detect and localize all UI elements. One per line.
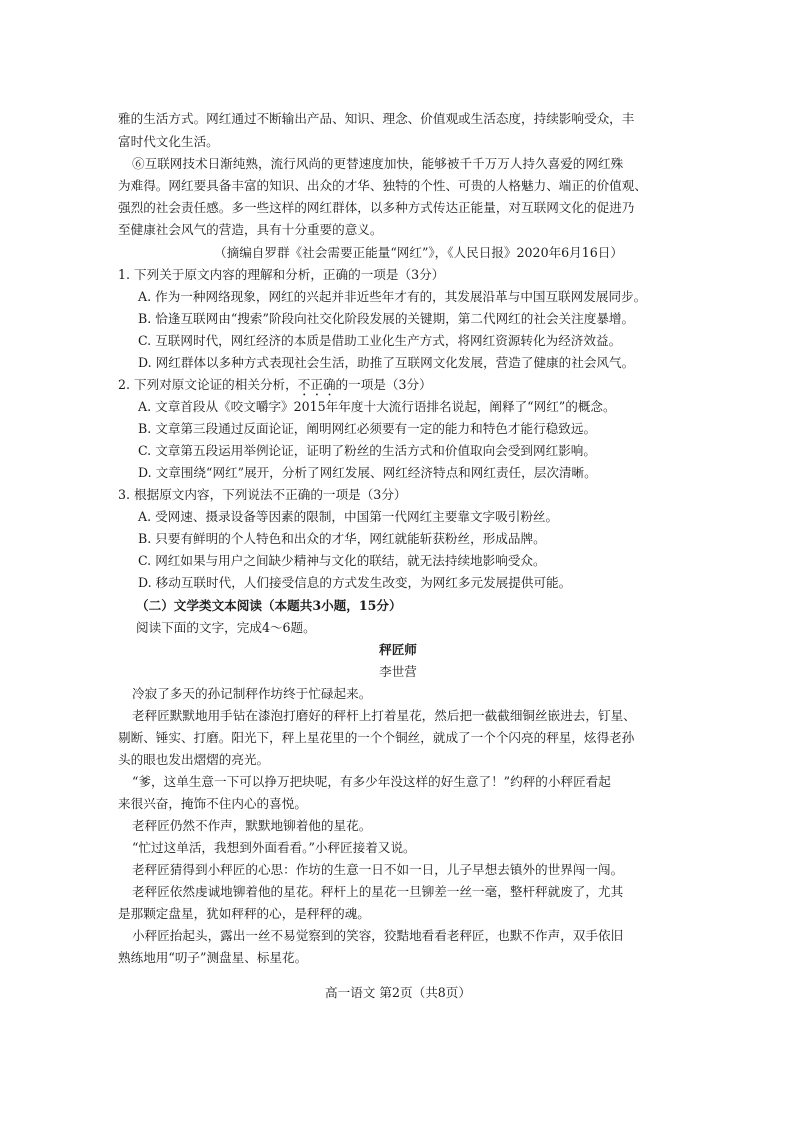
story-line: 老秤匠默默地用手钻在漆泡打磨好的秤杆上打着星花，然后把一截截细铜丝嵌进去，钉星、 bbox=[132, 708, 636, 723]
story-line: 头的眼也发出熠熠的亮光。 bbox=[118, 752, 270, 767]
question-2-option-a: A. 文章首段从《咬文嚼字》2015年年度十大流行语排名说起，阐释了“网红”的概念。 bbox=[138, 399, 616, 414]
story-line: 剔断、锤实、打磨。阳光下，秤上星花里的一个个铜丝，就成了一个个闪亮的秤星，炫得老孙 bbox=[118, 730, 635, 745]
question-2-stem-suffix: 的一项是（3分） bbox=[335, 377, 432, 392]
paragraph-6-line: 强烈的社会责任感。多一些这样的网红群体，以多种方式传达正能量，对互联网文化的促进乃 bbox=[118, 200, 635, 215]
question-1-option-c: C. 互联网时代，网红经济的本质是借助工业化生产方式，将网红资源转化为经济效益。 bbox=[138, 333, 622, 348]
story-line: 小秤匠抬起头，露出一丝不易觉察到的笑容，狡黠地看看老秤匠，也默不作声，双手依旧 bbox=[132, 928, 624, 943]
question-2-stem-prefix: 2. 下列对原文论证的相关分析， bbox=[118, 377, 298, 392]
story-line: “爹，这单生意一下可以挣万把块呢，有多少年没这样的好生意了！”约秤的小秤匠看起 bbox=[132, 774, 611, 789]
paragraph-6-line: 至健康社会风气的营造，具有十分重要的意义。 bbox=[118, 222, 383, 237]
question-3-option-d: D. 移动互联时代，人们接受信息的方式发生改变，为网红多元发展提供可能。 bbox=[138, 575, 572, 590]
question-1-stem: 1. 下列关于原文内容的理解和分析，正确的一项是（3分） bbox=[118, 267, 445, 282]
question-3-option-a: A. 受网速、摄录设备等因素的限制，中国第一代网红主要靠文字吸引粉丝。 bbox=[138, 509, 559, 524]
story-line: 来很兴奋，掩饰不住内心的喜悦。 bbox=[118, 796, 307, 811]
paragraph-6-line: 为难得。网红要具备丰富的知识、出众的才华、独特的个性、可贵的人格魅力、端正的价值观、 bbox=[118, 178, 647, 193]
story-line: 冷寂了多天的孙记制秤作坊终于忙碌起来。 bbox=[132, 686, 372, 701]
question-3-stem: 3. 根据原文内容，下列说法不正确的一项是（3分） bbox=[118, 487, 407, 502]
question-1-option-b: B. 恰逢互联网由“搜索”阶段向社交化阶段发展的关键期，第二代网红的社会关注度暴增。 bbox=[138, 311, 635, 326]
question-2-emphasis: 不正确 bbox=[297, 377, 336, 392]
question-2-option-b: B. 文章第三段通过反面论证，阐明网红必须要有一定的能力和特色才能行稳致远。 bbox=[138, 421, 597, 436]
question-3-option-b: B. 只要有鲜明的个人特色和出众的才华，网红就能斩获粉丝，形成品牌。 bbox=[138, 531, 546, 546]
story-line: 老秤匠依然虔诚地铆着他的星花。秤杆上的星花一旦铆差一丝一毫，整杆秤就废了，尤其 bbox=[132, 884, 624, 899]
story-title: 秤匠师 bbox=[379, 642, 417, 657]
story-line: 是那颗定盘星，犹如秤秤的心，是秤秤的魂。 bbox=[118, 906, 370, 921]
passage-line: 富时代文化生活。 bbox=[118, 134, 219, 149]
question-2-option-c: C. 文章第五段运用举例论证，证明了粉丝的生活方式和价值取向会受到网红影响。 bbox=[138, 443, 596, 458]
section-instruction: 阅读下面的文字，完成4～6题。 bbox=[136, 620, 316, 635]
story-line: 老秤匠仍然不作声，默默地铆着他的星花。 bbox=[132, 818, 372, 833]
paragraph-6-line: ⑥互联网技术日渐纯熟，流行风尚的更替速度加快，能够被千千万万人持久喜爱的网红殊 bbox=[132, 156, 624, 171]
question-1-option-a: A. 作为一种网络现象，网红的兴起并非近些年才有的，其发展沿革与中国互联网发展同步。 bbox=[138, 289, 647, 304]
question-3-option-c: C. 网红如果与用户之间缺少精神与文化的联结，就无法持续地影响受众。 bbox=[138, 553, 546, 568]
section-heading: （二）文学类文本阅读（本题共3小题，15分） bbox=[136, 598, 402, 613]
story-line: 熟练地用“叨子”测盘星、标星花。 bbox=[118, 950, 308, 965]
story-line: 老秤匠猜得到小秤匠的心思：作坊的生意一日不如一日，儿子早想去镇外的世界闯一闯。 bbox=[132, 862, 624, 877]
story-line: “忙过这单活，我想到外面看看。”小秤匠接着又说。 bbox=[132, 840, 416, 855]
page-footer: 高一语文 第2页（共8页） bbox=[325, 985, 471, 1000]
question-2-option-d: D. 文章围绕“网红”展开，分析了网红发展、网红经济特点和网红责任，层次清晰。 bbox=[138, 465, 597, 480]
passage-line: 雅的生活方式。网红通过不断输出产品、知识、理念、价值观或生活态度，持续影响受众，丰 bbox=[118, 111, 635, 126]
story-author: 李世营 bbox=[379, 664, 417, 679]
question-1-option-d: D. 网红群体以多种方式表现社会生活，助推了互联网文化发展，营造了健康的社会风气。 bbox=[138, 355, 635, 370]
source-citation: （摘编自罗群《社会需要正能量“网红”》，《人民日报》2020年6月16日） bbox=[214, 245, 623, 260]
question-2-stem bbox=[118, 377, 432, 399]
